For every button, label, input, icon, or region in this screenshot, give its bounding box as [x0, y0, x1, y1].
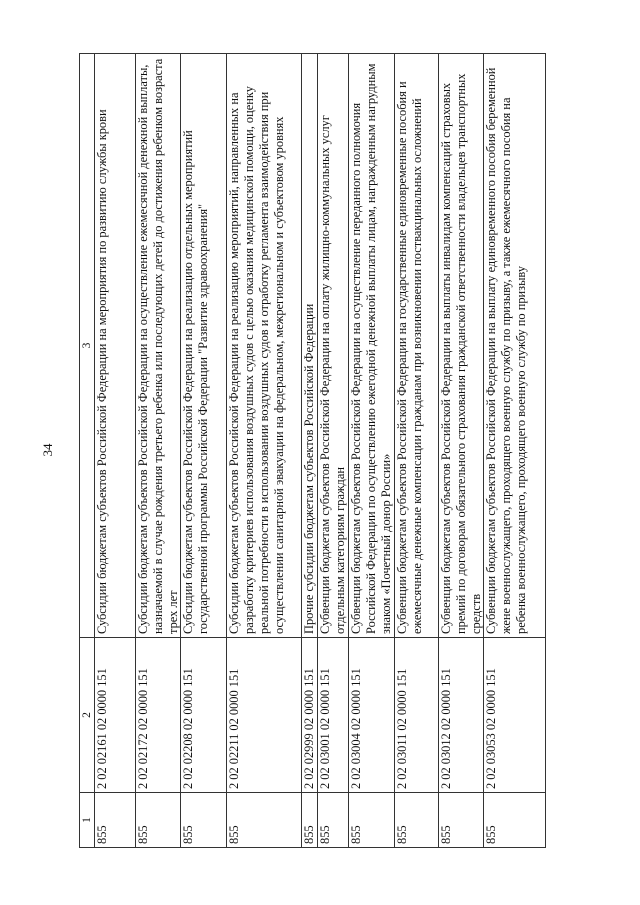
income-name-cell: Субсидии бюджетам субъектов Российской Федерации на реализацию отдельных мероприятий государственной программы Российской Федерации "Развитие здравоохранения" — [181, 54, 227, 638]
income-name-cell: Субвенции бюджетам субъектов Российской Федерации на оплату жилищно-коммунальных услуг отдельным категориям граждан — [318, 54, 349, 638]
income-name-cell: Субвенции бюджетам субъектов Российской Федерации на выплату единовременного пособия беременной жене военнослужащего, проходящего военную службу по призыву, а также ежемесячного пособия на ребенка военнослужащего, проходящего военную службу по призыву — [484, 54, 546, 638]
budget-code-cell: 2 02 02208 02 0000 151 — [181, 638, 227, 793]
admin-code-cell: 855 — [181, 793, 227, 848]
income-name-cell: Субсидии бюджетам субъектов Российской Федерации на мероприятия по развитию службы крови — [95, 54, 136, 638]
table-row — [438, 54, 483, 848]
budget-code-cell: 2 02 03004 02 0000 151 — [348, 638, 394, 793]
admin-code-cell: 855 — [484, 793, 546, 848]
column-header-3: 3 — [80, 54, 95, 638]
budget-code-cell: 2 02 02211 02 0000 151 — [227, 638, 302, 793]
column-header-2: 2 — [80, 638, 95, 793]
admin-code-cell: 855 — [95, 793, 136, 848]
income-name-cell: Субвенции бюджетам субъектов Российской Федерации на государственные единовременные пособия и ежемесячные денежные компенсации гражданам при возникновении поствакцинальных осложнений — [394, 54, 438, 638]
income-name-cell: Субвенции бюджетам субъектов Российской Федерации на выплаты инвалидам компенсаций страховых премий по договорам обязательного страхования гражданской ответственности владельцев транспортных средств — [438, 54, 483, 638]
income-name-cell: Субвенции бюджетам субъектов Российской Федерации на осуществление переданного полномочия Российской Федерации по осуществлению ежегодной денежной выплаты лицам, награжденным нагрудным знаком «Почетный донор России» — [348, 54, 394, 638]
income-name-cell: Прочие субсидии бюджетам субъектов Российской Федерации — [302, 54, 318, 638]
admin-code-cell: 855 — [394, 793, 438, 848]
table-row — [394, 54, 438, 848]
admin-code-cell: 855 — [136, 793, 181, 848]
budget-code-cell: 2 02 02172 02 0000 151 — [136, 638, 181, 793]
admin-code-cell: 855 — [318, 793, 349, 848]
budget-codes-table — [79, 53, 546, 848]
budget-code-cell: 2 02 03053 02 0000 151 — [484, 638, 546, 793]
table-header-row — [80, 54, 95, 848]
rotated-table-container — [79, 54, 528, 848]
table-row — [95, 54, 136, 848]
table-row — [136, 54, 181, 848]
budget-code-cell: 2 02 03012 02 0000 151 — [438, 638, 483, 793]
admin-code-cell: 855 — [302, 793, 318, 848]
admin-code-cell: 855 — [438, 793, 483, 848]
budget-code-cell: 2 02 03011 02 0000 151 — [394, 638, 438, 793]
table-row — [181, 54, 227, 848]
table-row — [318, 54, 349, 848]
income-name-cell: Субсидии бюджетам субъектов Российской Федерации на реализацию мероприятий, направленных на разработку критериев использования воздушных судов с целью оказания медицинской помощи, оценку реальной потребности в использовании воздушных судов и отработку регламента взаимодействия при осуществлении санитарной эвакуации на федеральном, межрегиональном и субъектовом уровнях — [227, 54, 302, 638]
income-name-cell: Субсидии бюджетам субъектов Российской Федерации на осуществление ежемесячной денежной выплаты, назначаемой в случае рождения третьего ребенка или последующих детей до достижения ребенком возраста трех лет — [136, 54, 181, 638]
table-row — [348, 54, 394, 848]
table-row — [227, 54, 302, 848]
admin-code-cell: 855 — [348, 793, 394, 848]
column-header-1: 1 — [80, 793, 95, 848]
admin-code-cell: 855 — [227, 793, 302, 848]
budget-code-cell: 2 02 03001 02 0000 151 — [318, 638, 349, 793]
budget-code-cell: 2 02 02161 02 0000 151 — [95, 638, 136, 793]
table-row — [302, 54, 318, 848]
table-row — [484, 54, 546, 848]
page-number: 34 — [40, 443, 55, 457]
budget-code-cell: 2 02 02999 02 0000 151 — [302, 638, 318, 793]
